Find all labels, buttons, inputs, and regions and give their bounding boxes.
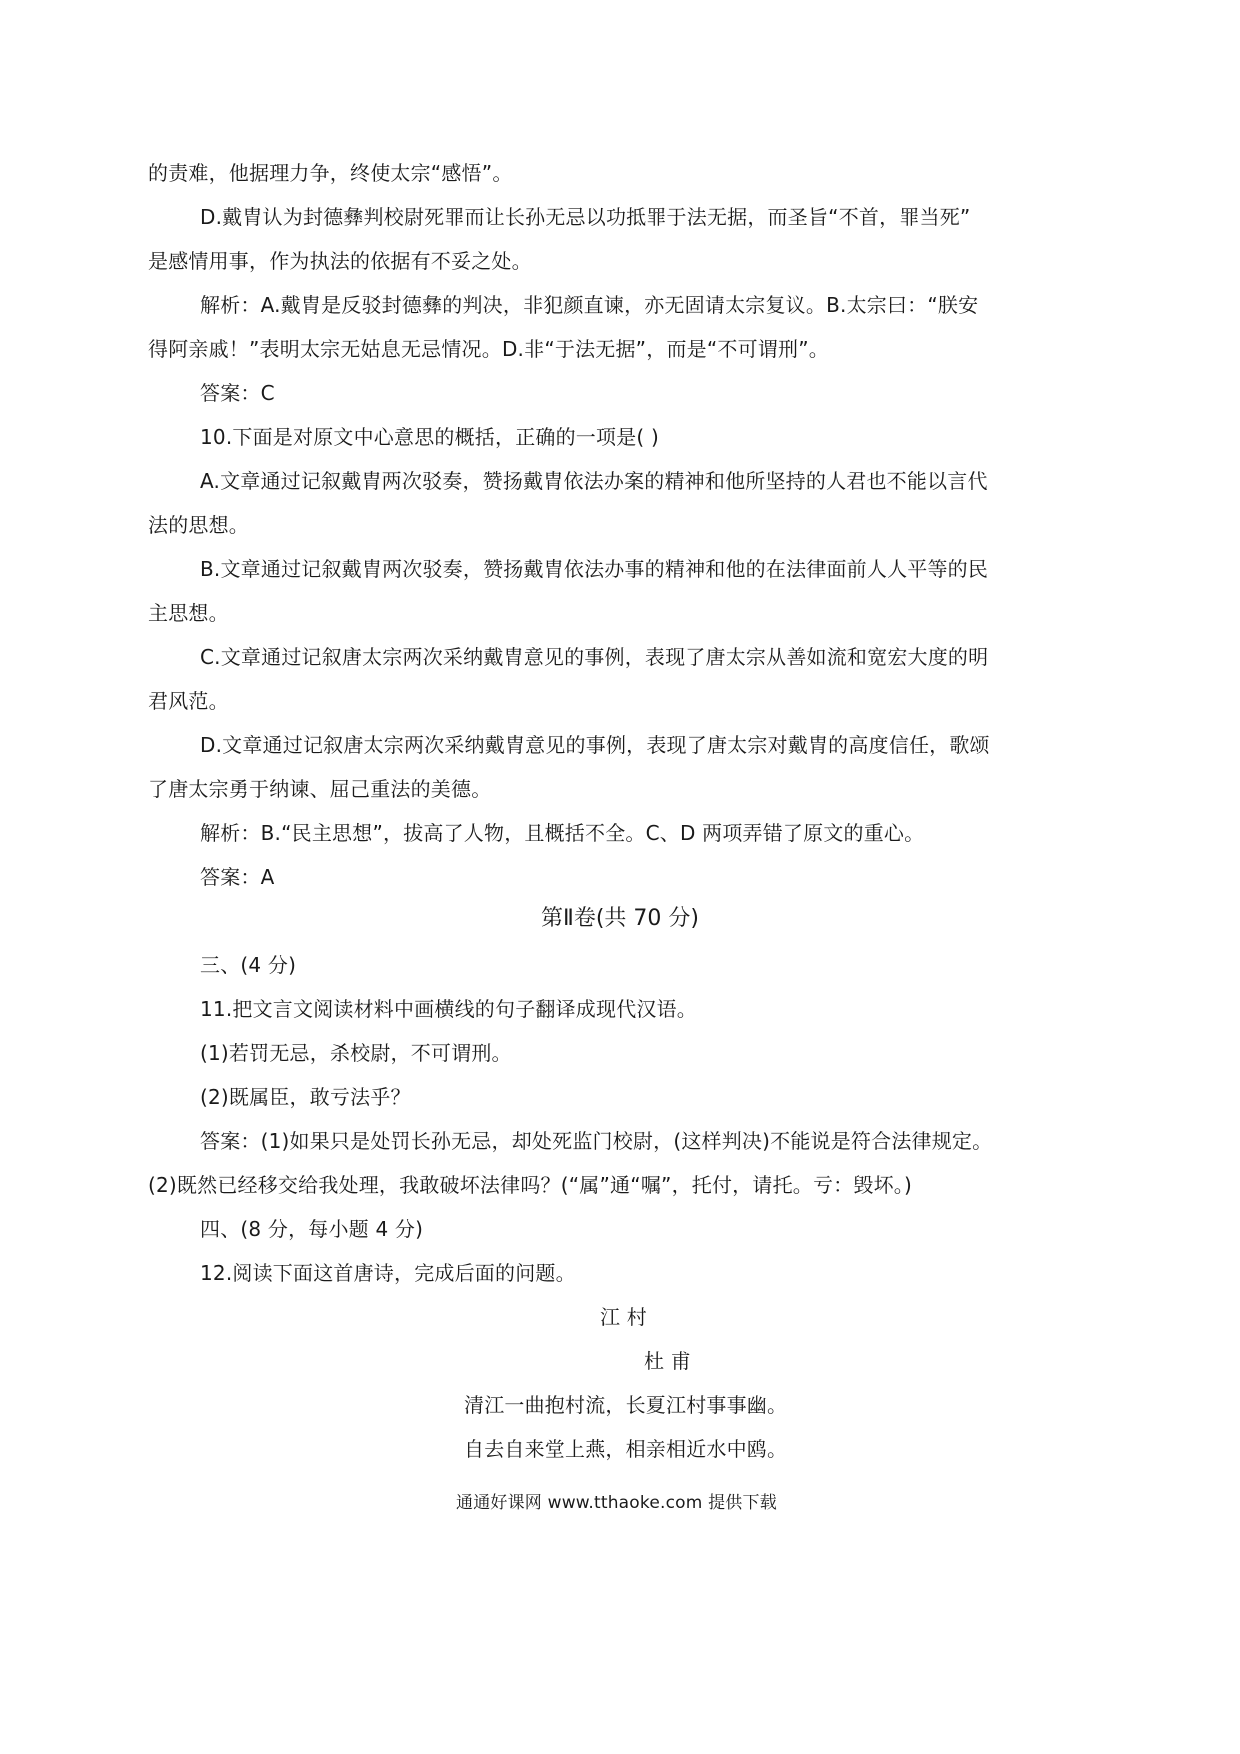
analysis-line: 解析：B.“民主思想”，拔高了人物，且概括不全。C、D 两项弄错了原文的重心。	[200, 821, 925, 845]
answer-line: 答案：(1)如果只是处罚长孙无忌，却处死监门校尉，(这样判决)不能说是符合法律规定。	[200, 1129, 993, 1153]
question-11: 11.把文言文阅读材料中画横线的句子翻译成现代汉语。	[200, 997, 698, 1021]
part-heading: 四、(8 分，每小题 4 分)	[200, 1217, 424, 1241]
text-line: 法的思想。	[148, 513, 249, 537]
sentence-1: (1)若罚无忌，杀校尉，不可谓刑。	[200, 1041, 512, 1065]
option-d-line: D.文章通过记叙唐太宗两次采纳戴胄意见的事例，表现了唐太宗对戴胄的高度信任，歌颂	[200, 733, 990, 757]
answer-line: 答案：A	[200, 865, 275, 889]
text-line: 得阿亲戚！”表明太宗无姑息无忌情况。D.非“于法无据”，而是“不可谓刑”。	[148, 337, 829, 361]
footer-text: 通通好课网 www.tthaoke.com 提供下载	[456, 1493, 777, 1513]
question-10: 10.下面是对原文中心意思的概括，正确的一项是( )	[200, 425, 659, 449]
text-line: (2)既然已经移交给我处理，我敢破坏法律吗？(“属”通“嘱”，托付，请托。亏：毁坏。)	[148, 1173, 912, 1197]
option-c-line: C.文章通过记叙唐太宗两次采纳戴胄意见的事例，表现了唐太宗从善如流和宽宏大度的明	[200, 645, 989, 669]
poem-title: 江 村	[600, 1305, 647, 1329]
text-line: 主思想。	[148, 601, 229, 625]
text-line: 的责难，他据理力争，终使太宗“感悟”。	[148, 161, 513, 185]
option-d-line: D.戴胄认为封德彝判校尉死罪而让长孙无忌以功抵罪于法无据，而圣旨“不首，罪当死”	[200, 205, 971, 229]
poem-line: 自去自来堂上燕，相亲相近水中鸥。	[464, 1437, 788, 1461]
question-12: 12.阅读下面这首唐诗，完成后面的问题。	[200, 1261, 576, 1285]
text-line: 君风范。	[148, 689, 229, 713]
poem-line: 清江一曲抱村流，长夏江村事事幽。	[464, 1393, 788, 1417]
analysis-line: 解析：A.戴胄是反驳封德彝的判决，非犯颜直谏，亦无固请太宗复议。B.太宗曰：“朕安	[200, 293, 979, 317]
option-a-line: A.文章通过记叙戴胄两次驳奏，赞扬戴胄依法办案的精神和他所坚持的人君也不能以言代	[200, 469, 988, 493]
sentence-2: (2)既属臣，敢亏法乎？	[200, 1085, 411, 1109]
answer-line: 答案：C	[200, 381, 275, 405]
part-heading: 三、(4 分)	[200, 953, 297, 977]
section-heading: 第Ⅱ卷(共 70 分)	[541, 906, 699, 931]
text-line: 了唐太宗勇于纳谏、屈己重法的美德。	[148, 777, 492, 801]
poem-author: 杜 甫	[644, 1349, 691, 1373]
option-b-line: B.文章通过记叙戴胄两次驳奏，赞扬戴胄依法办事的精神和他的在法律面前人人平等的民	[200, 557, 989, 581]
text-line: 是感情用事，作为执法的依据有不妥之处。	[148, 249, 532, 273]
